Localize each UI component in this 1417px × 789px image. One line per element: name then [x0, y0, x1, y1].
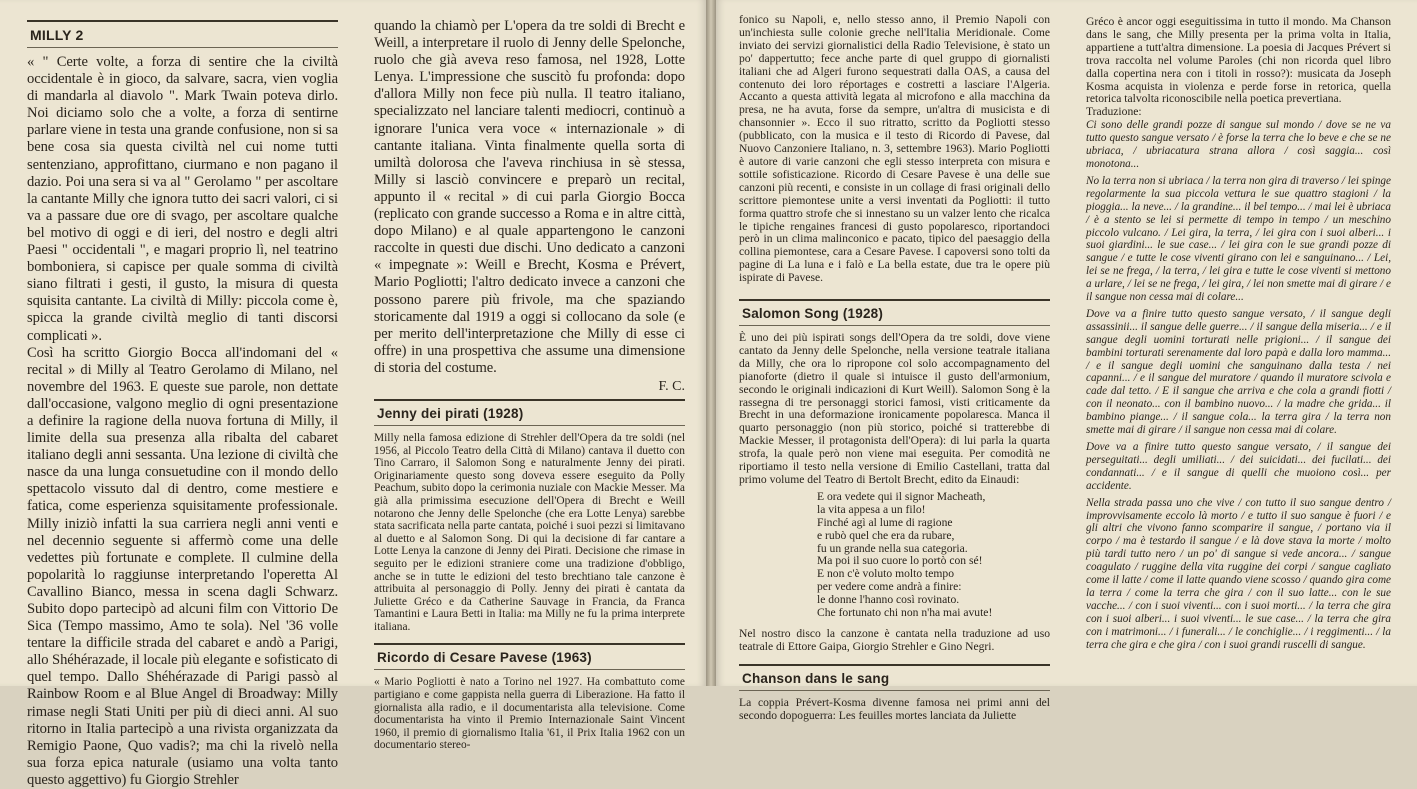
- verse-1: Ci sono delle grandi pozze di sangue sul mondo / dove se ne va tutto questo sangue versato / è forse la terra che lo beve e che se ne ubriaca, / ubriacatura strana allora / così saggia... così monotona...: [1086, 119, 1391, 170]
- greco-paragraph: Gréco è ancor oggi eseguitissima in tutto il mondo. Ma Chanson dans le sang, che Milly presenta per la prima volta in Italia, appartiene a tutt'altra dimensione. La poesia di Jacques Prévert si trova raccolta nel volume Paroles (chi non ricorda quel libro dalla copertina nera con i titoli in rosso?): musicata da Joseph Kosma acquista in violenza e perde forse in retorica, quella retorica talvolta riconoscibile nella poetica prevertiana.: [1086, 15, 1391, 106]
- poem-line: Che fortunato chi non n'ha mai avute!: [817, 606, 993, 620]
- jenny-description: Milly nella famosa edizione di Strehler dell'Opera da tre soldi (nel 1956, al Piccolo Teatro della Città di Milano) cantava il duetto con Tino Carraro, il Salomon Song e naturalmente Jenny dei pirati. Originariamente questo song doveva essere eseguito da Polly Peachum, subito dopo la cerimonia nuziale con Mackie Messer. Ma già alla primissima esecuzione dell'Opera di Brecht e Weill notarono che Jenny delle Spelonche (che era Lotte Lenya) sarebbe stata sacrificata nella parte cantata, poiché i suoi pezzi si limitavano al duetto e al Salomon Song. Di qui la decisione di far cantare a Lotte Lenya la canzone di Jenny dei Pirati. Decisione che rimase in seguito per le edizioni straniere come una tradizione d'obbligo, anche se in tutte le edizioni del testo brechtiano tale canzone è attribuita al personaggio di Polly. Jenny dei pirati è cantata da Juliette Gréco e da Catherine Sauvage in Francia, da Franca Tamantini e Laura Betti in Italia: ma Milly ne fu la prima interprete italiana.: [374, 431, 685, 633]
- left-page: [0, 0, 706, 788]
- section-title-milly: MILLY 2: [27, 20, 338, 48]
- book-gutter: [706, 0, 716, 686]
- section-title-pavese: Ricordo di Cesare Pavese (1963): [374, 643, 685, 670]
- pogliotti-paragraph: fonico su Napoli, e, nello stesso anno, il Premio Napoli con un'inchiesta sulle colonie greche nell'Italia Meridionale. Come inviato dei servizi giornalistici della Radio Televisione, è stato un po' dappertutto; fece anche parte di quel gruppo di giornalisti italiani che ad Algeri furono sequestrati dalla OAS, a causa del contenuto dei loro réportages e costretti a lasciare l'Algeria. Accanto a questa attività legata al microfono e alla macchina da presa, ne ha avuta, forse da sempre, un'altra di musicista e di chansonnier ». Ecco il suo ritratto, scritto da Pogliotti stesso (pubblicato, con la musica e il testo di Ricordo di Pavese, dal Nuovo Canzoniere Italiano, n. 3, settembre 1963). Mario Pogliotti è autore di varie canzoni che egli stesso interpreta con misura e sottile sofisticazione. Ricordo di Cesare Pavese è una delle sue canzoni più recenti, e consiste in un collage di frasi originali dello scrittore piemontese unite a versi inventati da Pogliotti: il tutto forma quattro strofe che si innestano su un valzer lento che ricalca le tipiche rengaines francesi di gusto popolaresco, riportandoci però in un clima malinconico e pacato, tipico del paesaggio della collina piemontese, cara a Cesare Pavese. I capoversi sono tolti da pagine di La luna e i falò e La bella estate, due tra le opere più ispirate di Pavese.: [739, 13, 1050, 285]
- bocca-paragraph: Così ha scritto Giorgio Bocca all'indomani del « recital » di Milly al Teatro Gerolamo di Milano, nel novembre del 1963. E queste sue parole, non dettate dall'occasione, valgono meglio di ogni presentazione a definire la ragione della nuova fortuna di Milly, il limite della sua presenza alla ribalta del cabaret italiano degli anni sessanta. Una lezione di civiltà che nasce da una lunga consuetudine con il mondo dello spettacolo vissuto dal di dentro, come mestiere e fatica, come esperienza squisitamente professionale. Milly iniziò infatti la sua carriera negli anni venti e nel decennio seguente si affermò come una delle vedettes più fortunate e complete. Il culmine della popolarità lo raggiunse interpretando l'operetta Al Cavallino Bianco, messa in scena dagli Schwarz. Subito dopo partecipò ad alcuni film con Vittorio De Sica (Tempo massimo, Amo te sola). Nel '36 volle tentare la difficile strada del cabaret e andò a Parigi, allo Shéhérazade, il locale più elegante e sofisticato di quel tempo. Dallo Shéhérazade di Parigi passò al Rainbow Room e al Blue Angel di Broadway: Milly rimase negli Stati Uniti per più di dieci anni. Al suo ritorno in Italia partecipò a una rivista organizzata da Remigio Paone, Quo vadis?; ma chi la rivelò nella sua forza epica naturale (usiamo una volta tanto questo aggettivo) fu Giorgio Strehler: [27, 344, 338, 788]
- poem-line: fu un grande nella sua categoria.: [817, 541, 968, 555]
- poem-line: Finché agì al lume di ragione: [817, 515, 953, 529]
- poem-line: e rubò quel che era da rubare,: [817, 528, 955, 542]
- poem-line: Ma poi il suo cuore lo portò con sé!: [817, 554, 983, 568]
- verse-2: No la terra non si ubriaca / la terra non gira di traverso / lei spinge regolarmente la sua piccola vettura le sue quattro stagioni / la pioggia... la neve... / la grandine... il bel tempo... / mai lei è ubriaca / è a stento se lei si permette di tempo in tempo / un meschino piccolo vulcano. / Lei gira, la terra, / lei gira con i suoi alberi... i suoi giardini... le sue case... / lei gira con le sue grandi pozze di sangue / e tutte le cose viventi girano con lei e sanguinano... / Lei, lei se ne frega, / la terra, / lei gira e tutte le cose viventi si mettono a urlare, / lei se ne frega, / lei gira, / lei non smette mai di girare / e il sangue non cessa mai di colare...: [1086, 174, 1391, 304]
- verse-5: Nella strada passa uno che vive / con tutto il suo sangue dentro / improvvisamente eccolo là morto / e tutto il suo sangue è fuori / e gli altri che vivono fanno scomparire il sangue, / portano via il corpo / ma è testardo il sangue / e là dove stava la morte / molto più tardi tutto nero / un po' di sangue si vede ancora... / sangue coagulato / ruggine della vita ruggine dei corpi / sangue cagliato come il latte / come il latte quando viene scosso / quando gira come la terra / come la terra che gira / con il suo latte... con le sue vacche... / con i suoi viventi... con i suoi morti... / la terra che gira con i suoi alberi... i suoi viventi... le sue case... / la terra che gira con i matrimoni... / i funerali... / le conchiglie... / i reggimenti... / la terra che gira e che gira / con i suoi grandi ruscelli di sangue.: [1086, 496, 1391, 651]
- strehler-paragraph: quando la chiamò per L'opera da tre soldi di Brecht e Weill, a interpretare il ruolo di Jenny delle Spelonche, ruolo che già aveva reso famosa, nel 1928, Lotte Lenya. L'impressione che suscitò fu profonda: dopo d'allora Milly non fece più nulla. Il teatro italiano, specializzato nel lanciare talenti mediocri, continuò a ignorare l'unica vera voce « internazionale » di cantante italiana. Vinta finalmente quella sorta di umiltà dolorosa che l'aveva rinchiusa in sè stessa, Milly si lasciò convincere e preparò un recital, appunto il « recital » di cui parla Giorgio Bocca (replicato con grande successo a Roma e in altre città, dopo Milano) e al quale appartengono le canzoni raccolte in questi due dischi. Uno dedicato a canzoni « impegnate »: Weill e Brecht, Kosma e Prévert, Mario Pogliotti; l'altro dedicato invece a canzoni che possono parere più frivole, ma che spaziando storicamente dal 1919 a oggi si collocano da sole (e per merito dell'interpretazione che Milly di esse ci offre) in una prospettiva che assume una dimensione di storia del costume.: [374, 18, 685, 376]
- column-3: [739, 13, 1050, 722]
- translation-note: Nel nostro disco la canzone è cantata nella traduzione ad uso teatrale di Ettore Gaipa, Giorgio Strehler e Gino Negri.: [739, 626, 1050, 653]
- section-title-salomon: Salomon Song (1928): [739, 299, 1050, 326]
- verse-4: Dove va a finire tutto questo sangue versato, / il sangue dei perseguitati... degli umiliati... / dei suicidati... dei fucilati... dei condannati... / e il sangue di quelli che muoiono così... per accidente.: [1086, 441, 1391, 492]
- author-signature: F. C.: [658, 378, 685, 394]
- poem-line: per vedere come andrà a finire:: [817, 580, 962, 594]
- section-title-chanson: Chanson dans le sang: [739, 664, 1050, 691]
- column-4: [1086, 16, 1391, 702]
- intro-quote-paragraph: « " Certe volte, a forza di sentire che la civiltà occidentale è in gioco, da salvare, sacra, vien voglia di mandarla al diavolo ". Mark Twain poteva dirlo. Noi diciamo solo che a volte, a forza di sentirne parlare viene in testa una grande confusione, non si sa bene cosa sia questa civiltà nel cui nome tutti sentenziano, approfittano, ciurmano e non pagano il dazio. Poi una sera si va al " Gerolamo " per ascoltare la cantante Milly che ignora tutto dei sacri valori, ci si va a passare due ore di svago, per ascoltare qualche bel motivo di oggi e di ieri, del nostro e degli altri Paesi " occidentali ", e magari proprio lì, nel teatrino bomboniera, si capisce per quale somma di civiltà siano filtrati i gesti, il gusto, la misura di questa squisita cantante. La civiltà di Milly: piccola come è, spicca la grande civiltà meglio di tanti discorsi complicati ».: [27, 54, 338, 344]
- salomon-description: È uno dei più ispirati songs dell'Opera da tre soldi, dove viene cantato da Jenny delle Spelonche, nella versione teatrale italiana da Milly, che ora lo ripropone col solo accompagnamento del pianoforte (dietro il quale si intuisce il gusto dell'armonium, secondo le originali indicazioni di Kurt Weill). Salomon Song è la rassegna di tre personaggi storici famosi, visti criticamente da Brecht in una deformazione ironicamente popolaresca. Manca il quarto personaggio (non più storico, poiché si tratterebbe di Mackie Messer, il protagonista dell'Opera): di lui parla la quarta strofa, la quale però non viene mai eseguita. Per comodità ne riportiamo il testo nella versione di Emilio Castellani, tratta dal primo volume del Teatro di Bertolt Brecht, edito da Einaudi:: [739, 331, 1050, 486]
- poem-line: E ora vedete qui il signor Macheath,: [817, 489, 986, 503]
- section-title-jenny: Jenny dei pirati (1928): [374, 399, 685, 426]
- traduzione-label: Traduzione:: [1086, 105, 1142, 119]
- poem-line: le donne l'hanno così rovinato.: [817, 593, 960, 607]
- verse-3: Dove va a finire tutto questo sangue versato, / il sangue degli assassinii... il sangue delle guerre... / il sangue della miseria... / e il sangue degli uomini torturati nelle prigioni... / il sangue dei bambini torturati serenamente dal loro papà e dalla loro mamma... / e il sangue degli uomini che sanguinano dalla testa / nei capanni... / e il sangue del muratore / quando il muratore scivola e cade dal tetto. / E il sangue che arriva e che cola a grandi fiotti / con il neonato... con il bambino nuovo... / la madre che grida... il bambino piange... / il sangue cola... la terra gira / la terra non smette mai di girare / il sangue non cessa mai di colare.: [1086, 307, 1391, 437]
- chanson-description: La coppia Prévert-Kosma divenne famosa nei primi anni del secondo dopoguerra: Les feuilles mortes lanciata da Juliette: [739, 695, 1050, 722]
- column-1: [27, 20, 338, 788]
- poem-line: la vita appesa a un filo!: [817, 502, 926, 516]
- right-page: [716, 0, 1417, 722]
- salomon-poem: [739, 491, 1050, 620]
- column-2: [374, 18, 685, 752]
- poem-line: E non c'è voluto molto tempo: [817, 567, 955, 581]
- pavese-description: « Mario Pogliotti è nato a Torino nel 1927. Ha combattuto come partigiano e come gappista nella guerra di Liberazione. Ha fatto il giornalista alla radio, e il documentarista alla televisione. Come documentarista ha vinto il Premio Internazionale Saint Vincent 1960, il premio di giornalismo Italia '61, il Prix Italia 1962 con un documentario stereo-: [374, 676, 685, 752]
